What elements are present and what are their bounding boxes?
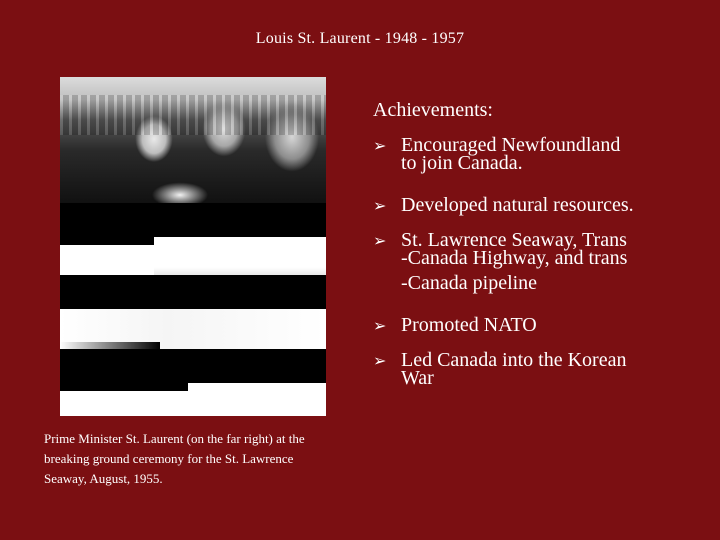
- achievement-line: Promoted NATO: [401, 314, 537, 336]
- photo-crowd-scene: [60, 77, 326, 203]
- achievement-line: Led Canada into the Korean: [401, 349, 627, 371]
- photo-black-band-2: [60, 275, 326, 309]
- arrow-bullet-icon: ➢: [373, 351, 387, 370]
- achievements-list: [373, 128, 703, 403]
- photo-black-band-3-tail: [60, 383, 188, 391]
- achievement-line: St. Lawrence Seaway, Trans: [401, 229, 627, 251]
- photo-caption: Prime Minister St. Laurent (on the far right) at the breaking ground ceremony for the St. Lawrence Seaway, August, 1955.: [44, 431, 305, 486]
- achievement-line: -Canada Highway, and trans: [401, 247, 628, 269]
- achievement-item: [373, 343, 703, 403]
- achievement-item: [373, 128, 703, 188]
- photo-black-band-3: [60, 349, 326, 383]
- arrow-bullet-icon: ➢: [373, 316, 387, 335]
- arrow-bullet-icon: ➢: [373, 231, 387, 250]
- achievement-line: to join Canada.: [401, 152, 523, 174]
- achievement-item: [373, 188, 703, 223]
- ceremony-photo: [60, 77, 326, 416]
- achievement-item: [373, 308, 703, 343]
- achievements-heading: Achievements:: [373, 99, 493, 121]
- achievement-item: [373, 223, 703, 308]
- achievement-line: Developed natural resources.: [401, 194, 634, 216]
- arrow-bullet-icon: ➢: [373, 196, 387, 215]
- photo-black-band-1-tail: [60, 237, 154, 245]
- photo-white-band-1: [154, 237, 326, 275]
- arrow-bullet-icon: ➢: [373, 136, 387, 155]
- achievement-line: Encouraged Newfoundland: [401, 134, 621, 156]
- achievement-line: -Canada pipeline: [401, 272, 538, 294]
- achievements-block: [373, 93, 703, 403]
- photo-black-band-1: [60, 203, 326, 237]
- slide-title: Louis St. Laurent - 1948 - 1957: [255, 30, 465, 47]
- photo-gradient-strip: [60, 342, 160, 349]
- achievement-line: War: [401, 367, 434, 389]
